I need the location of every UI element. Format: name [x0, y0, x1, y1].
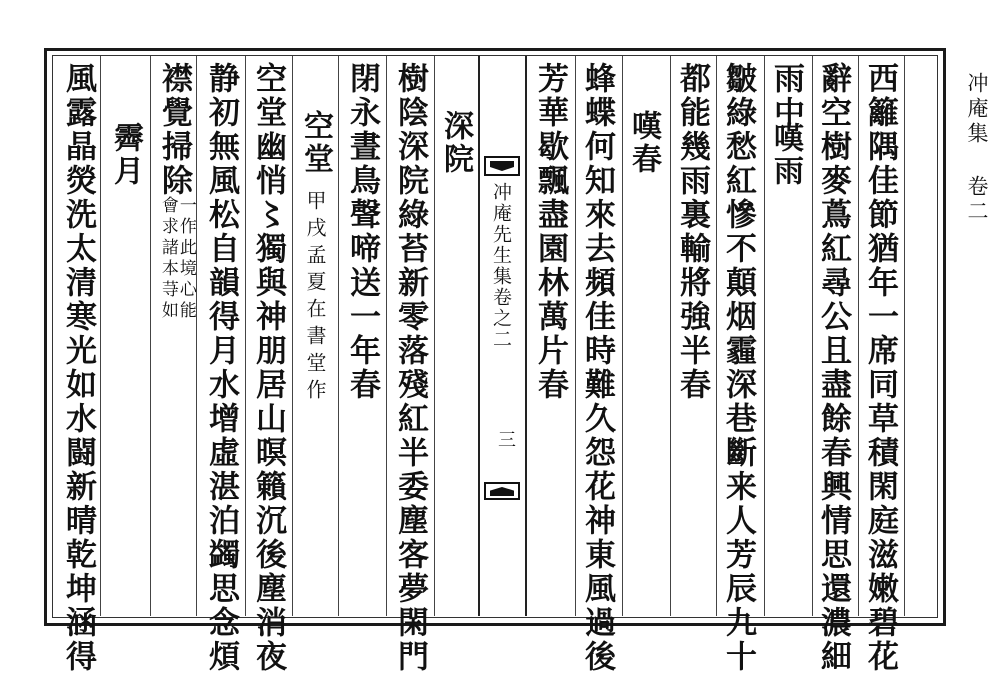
column-rule — [575, 56, 576, 616]
center-fold-left — [478, 56, 480, 616]
column-rule — [858, 56, 859, 616]
column-rule — [245, 56, 246, 616]
text-column: 襟覺掃除 — [156, 62, 192, 198]
column-rule — [434, 56, 435, 616]
center-page-number: 三 — [495, 430, 516, 448]
poem-note: 甲戌孟夏在書堂作 — [303, 190, 327, 406]
text-column: 都能幾雨裏輸將強半春 — [674, 62, 710, 402]
column-rule — [292, 56, 293, 616]
running-head: 冲庵集 卷二 — [965, 72, 989, 225]
center-book-title: 冲庵先生集卷之二 — [490, 182, 512, 350]
text-column: 皺綠愁紅慘不顛烟霾深巷斷来人芳辰九十 — [720, 62, 756, 674]
column-rule — [670, 56, 671, 616]
interlinear-note: 會求諸本䒭如 — [157, 196, 178, 322]
text-column: 風露晶熒洗太清寒光如水闘新晴乾坤涵得 — [60, 62, 96, 674]
poem-title: 霽月 — [108, 122, 143, 188]
text-column: 西籬隅佳節猶年一席同草積閑庭滋嫩碧花 — [862, 62, 898, 674]
text-column: 静初無風松自韻得月水增虛湛泊蠲思念煩 — [203, 62, 239, 674]
column-rule — [622, 56, 623, 616]
poem-title: 嘆雨 — [768, 122, 803, 188]
column-rule — [150, 56, 151, 616]
poem-title: 空堂 — [298, 110, 333, 176]
column-rule — [196, 56, 197, 616]
text-column: 芳華歇飄盡園林萬片春 — [532, 62, 568, 402]
text-column: 辭空樹麥蔦紅尋公且盡餘春興情思還濃細 — [815, 62, 851, 674]
text-column: 雨中 — [768, 62, 804, 130]
column-rule — [812, 56, 813, 616]
text-column: 閉永晝鳥聲啼送一年春 — [344, 62, 380, 402]
interlinear-note: 一作此境心能 — [175, 196, 196, 322]
text-column: 樹陰深院綠苔新零落殘紅半委塵客夢閑門 — [392, 62, 428, 674]
column-rule — [716, 56, 717, 616]
fishtail-ornament-top — [484, 156, 520, 176]
poem-title: 深院 — [438, 110, 473, 176]
center-fold-right — [525, 56, 527, 616]
column-rule — [904, 56, 905, 616]
poem-title: 嘆春 — [626, 110, 661, 176]
column-rule — [764, 56, 765, 616]
column-rule — [386, 56, 387, 616]
text-column: 蜂蝶何知來去頻佳時難久怨花神東風過後 — [579, 62, 615, 674]
text-column: 空堂幽悄〻獨與神朋居山暝籟沉後塵消夜 — [250, 62, 286, 674]
column-rule — [100, 56, 101, 616]
fishtail-ornament-bottom — [484, 482, 520, 500]
column-rule — [338, 56, 339, 616]
